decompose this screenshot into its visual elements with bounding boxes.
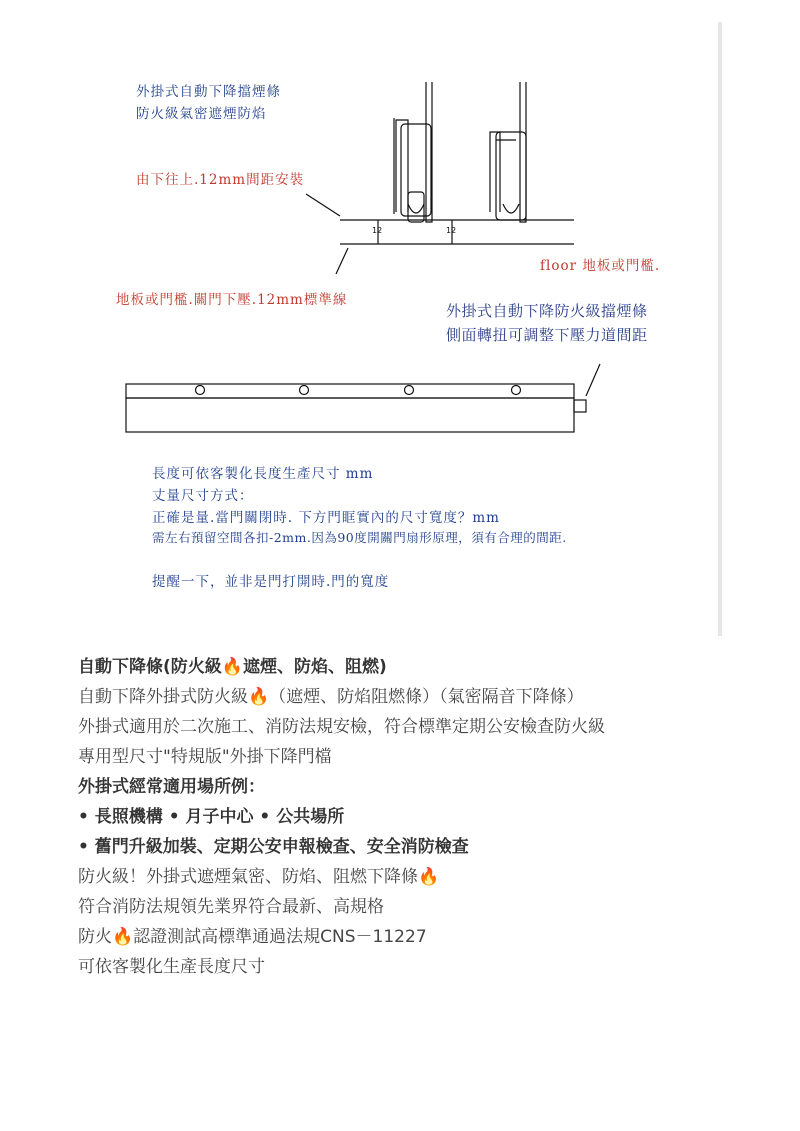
measure-line-2: 丈量尺寸方式： xyxy=(152,488,254,504)
fire-emoji-icon: 🔥 xyxy=(112,927,134,947)
measure-line-4: 需左右預留空間各扣-2mm.因為90度開關門扇形原理，須有合理的間距. xyxy=(152,530,567,545)
dimension-left: 12 xyxy=(372,226,383,235)
measure-line-1: 長度可依客製化長度生產尺寸 mm xyxy=(152,466,374,482)
text-line-6: • 舊門升級加裝、定期公安申報檢查、安全消防檢查 xyxy=(78,837,469,857)
text-line-7-part-1: 防火級！外掛式遮煙氣密、防焰、阻燃下降條 xyxy=(78,867,418,887)
text-line-5: • 長照機構 • 月子中心 • 公共場所 xyxy=(78,807,345,827)
fire-emoji-icon: 🔥 xyxy=(418,867,440,887)
install-note: 由下往上.12mm間距安裝 xyxy=(136,172,305,188)
floor-note: floor 地板或門檻. xyxy=(540,258,661,274)
text-line-3: 專用型尺寸"特規版"外掛下降門檔 xyxy=(78,747,332,767)
fire-emoji-icon: 🔥 xyxy=(221,657,243,677)
text-line-1-part-2: （遮煙、防焰阻燃條）（氣密隔音下降條） xyxy=(269,687,584,707)
dimension-right: 12 xyxy=(446,226,457,235)
text-line-9 xyxy=(78,922,738,952)
fire-emoji-icon: 🔥 xyxy=(248,687,270,707)
text-line-2: 外掛式適用於二次施工、消防法規安檢，符合標準定期公安檢查防火級 xyxy=(78,717,605,737)
text-line-1 xyxy=(78,682,738,712)
side-note-line-2: 側面轉扭可調整下壓力道間距 xyxy=(446,326,648,344)
text-line-8: 符合消防法規領先業界符合最新、高規格 xyxy=(78,897,384,917)
side-note-line-1: 外掛式自動下降防火級擋煙條 xyxy=(446,302,648,320)
technical-diagram xyxy=(78,22,718,636)
measure-line-5: 提醒一下，並非是門打開時.門的寬度 xyxy=(152,574,390,590)
text-line-9-part-1: 防火 xyxy=(78,927,112,947)
diagram-title-line-2: 防火級氣密遮煙防焰 xyxy=(136,106,267,122)
press-note: 地板或門檻.關門下壓.12mm標準線 xyxy=(116,292,348,308)
diagram-title-line-1: 外掛式自動下降擋煙條 xyxy=(136,84,281,100)
text-line-1-part-1: 自動下降外掛式防火級 xyxy=(78,687,248,707)
text-line-4: 外掛式經常適用場所例： xyxy=(78,777,265,797)
text-line-7 xyxy=(78,862,738,892)
heading-part-1: 自動下降條(防火級 xyxy=(78,657,222,677)
text-line-10: 可依客製化生產長度尺寸 xyxy=(78,957,265,977)
heading-part-2: 遮煙、防焰、阻燃) xyxy=(242,657,387,677)
description-text xyxy=(78,652,738,982)
text-line-9-part-2: 認證測試高標準通過法規CNS－11227 xyxy=(133,927,427,947)
heading xyxy=(78,652,738,682)
measure-line-3: 正確是量.當門關閉時. 下方門眶實內的尺寸寬度？mm xyxy=(152,510,500,526)
